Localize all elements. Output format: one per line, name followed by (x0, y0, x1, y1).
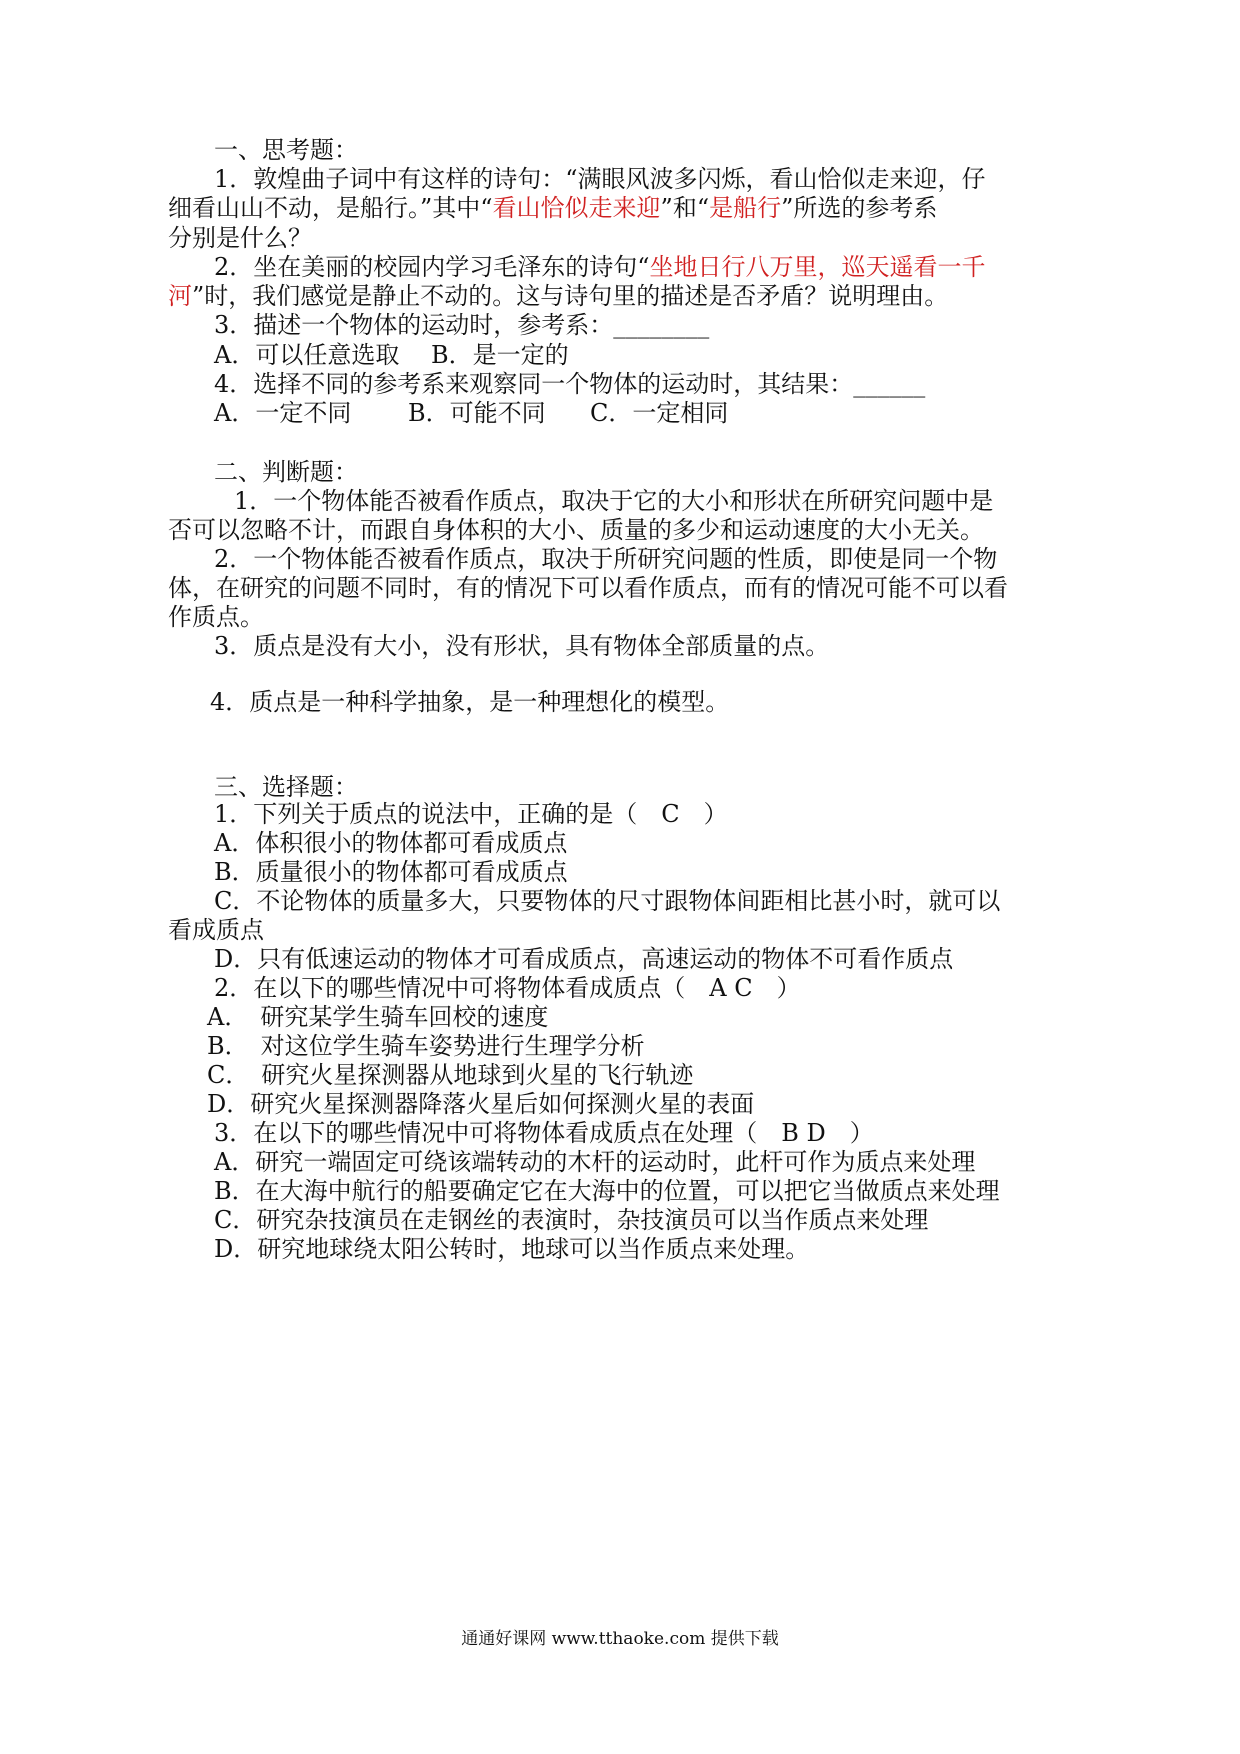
q2-line-2: 河”时，我们感觉是静止不动的。这与诗句里的描述是否矛盾？说明理由。 (168, 282, 949, 310)
q4-stem: 4．选择不同的参考系来观察同一个物体的运动时，其结果：______ (214, 370, 926, 398)
choice-1-option-d: D．只有低速运动的物体才可看成质点，高速运动的物体不可看作质点 (214, 945, 954, 973)
judgement-1-line-1: 1．一个物体能否被看作质点，取决于它的大小和形状在所研究问题中是 (234, 487, 994, 515)
choice-3-option-b: B．在大海中航行的船要确定它在大海中的位置，可以把它当做质点来处理 (214, 1177, 1000, 1205)
q2-line-1: 2．坐在美丽的校园内学习毛泽东的诗句“坐地日行八万里，巡天遥看一千 (214, 253, 986, 281)
q3-option-a: A．可以任意选取 (214, 341, 400, 369)
highlight-text: 河 (168, 282, 192, 310)
q3-option-b: B．是一定的 (431, 341, 569, 369)
choice-3-option-d: D．研究地球绕太阳公转时，地球可以当作质点来处理。 (214, 1235, 810, 1263)
choice-2-option-a: A． 研究某学生骑车回校的速度 (207, 1003, 549, 1031)
q4-option-c: C．一定相同 (590, 399, 729, 427)
q1-line-1: 1．敦煌曲子词中有这样的诗句：“满眼风波多闪烁，看山恰似走来迎，仔 (214, 165, 986, 193)
choice-1-option-b: B．质量很小的物体都可看成质点 (214, 858, 568, 886)
choice-2-option-d: D．研究火星探测器降落火星后如何探测火星的表面 (207, 1090, 755, 1118)
judgement-3: 3．质点是没有大小，没有形状，具有物体全部质量的点。 (214, 632, 830, 660)
highlight-text: 看山恰似走来迎 (492, 194, 661, 222)
choice-2-option-c: C． 研究火星探测器从地球到火星的飞行轨迹 (207, 1061, 694, 1089)
judgement-2-line-2: 体，在研究的问题不同时，有的情况下可以看作质点，而有的情况可能不可以看 (168, 574, 1008, 602)
highlight-text: 是船行 (709, 194, 782, 222)
choice-1-stem: 1．下列关于质点的说法中，正确的是（ C ） (214, 800, 728, 828)
highlight-text: 坐地日行八万里，巡天遥看一千 (649, 253, 986, 281)
page-footer: 通通好课网 www.tthaoke.com 提供下载 (461, 1629, 779, 1649)
section-title-choice: 三、选择题： (214, 773, 358, 801)
q1-line-2: 细看山山不动，是船行。”其中“看山恰似走来迎”和“是船行”所选的参考系 (168, 194, 938, 222)
choice-2-stem: 2．在以下的哪些情况中可将物体看成质点（ A C ） (214, 974, 801, 1002)
choice-2-option-b: B． 对这位学生骑车姿势进行生理学分析 (207, 1032, 645, 1060)
choice-3-option-a: A．研究一端固定可绕该端转动的木杆的运动时，此杆可作为质点来处理 (214, 1148, 976, 1176)
judgement-1-line-2: 否可以忽略不计，而跟自身体积的大小、质量的多少和运动速度的大小无关。 (168, 516, 984, 544)
choice-1-option-c-line-1: C．不论物体的质量多大，只要物体的尺寸跟物体间距相比甚小时，就可以 (214, 887, 1001, 915)
choice-1-option-c-line-2: 看成质点 (168, 916, 264, 944)
judgement-4: 4．质点是一种科学抽象，是一种理想化的模型。 (210, 688, 730, 716)
q3-stem: 3．描述一个物体的运动时，参考系：________ (214, 311, 710, 339)
q4-option-a: A．一定不同 (214, 399, 352, 427)
choice-1-option-a: A．体积很小的物体都可看成质点 (214, 829, 568, 857)
q1-line-3: 分别是什么？ (168, 224, 312, 252)
q4-option-b: B．可能不同 (408, 399, 546, 427)
judgement-2-line-3: 作质点。 (168, 603, 264, 631)
section-title-thinking: 一、思考题： (214, 136, 358, 164)
choice-3-option-c: C．研究杂技演员在走钢丝的表演时，杂技演员可以当作质点来处理 (214, 1206, 929, 1234)
section-title-judgement: 二、判断题： (214, 458, 358, 486)
choice-3-stem: 3．在以下的哪些情况中可将物体看成质点在处理（ B D ） (214, 1119, 874, 1147)
judgement-2-line-1: 2．一个物体能否被看作质点，取决于所研究问题的性质，即使是同一个物 (214, 545, 998, 573)
